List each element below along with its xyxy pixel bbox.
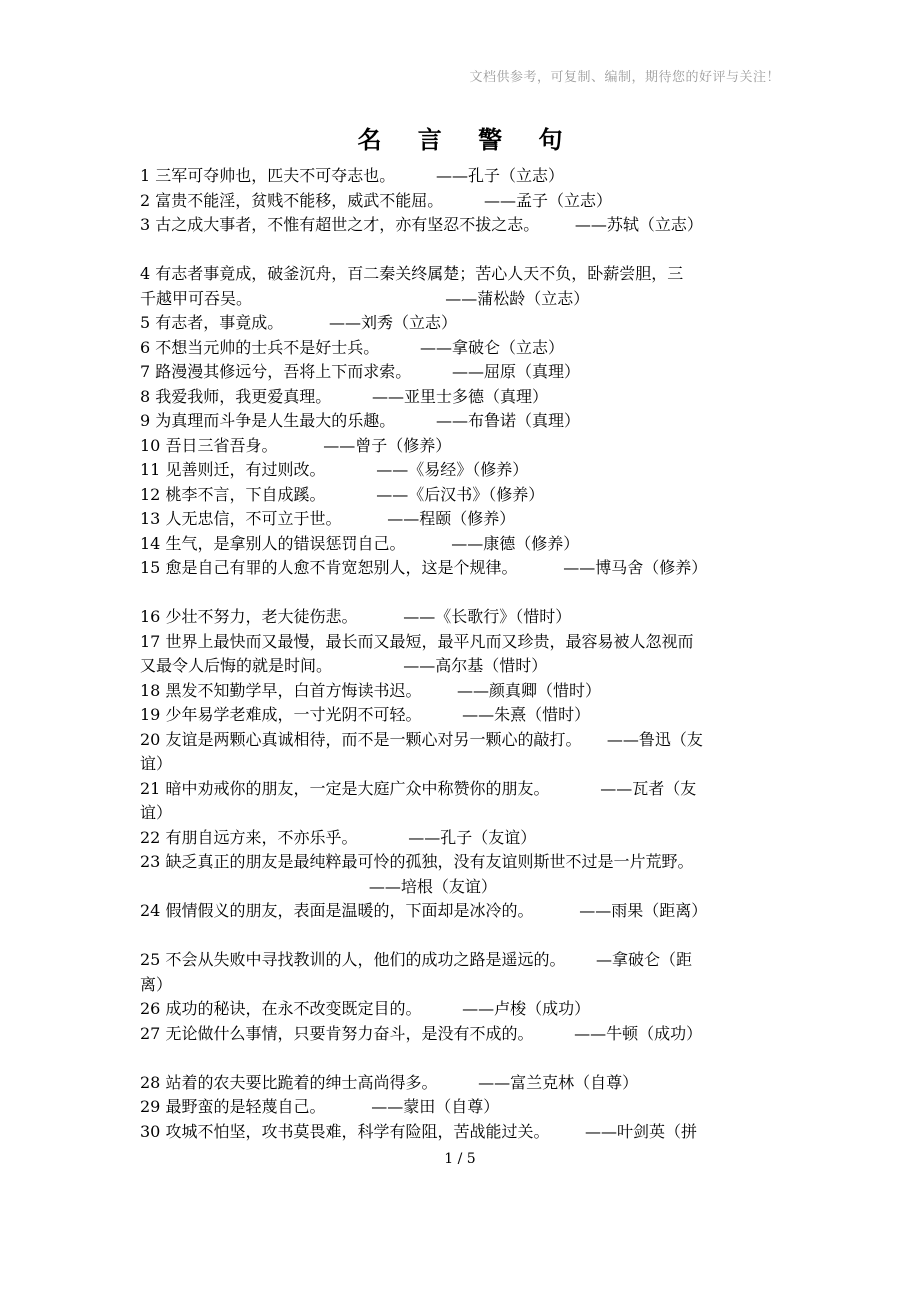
quote-line: 又最令人后悔的就是时间。 ——高尔基（惜时） — [140, 656, 548, 675]
page-number: 1 / 5 — [444, 1151, 476, 1167]
quote-line: 22 有朋自远方来，不亦乐乎。 ——孔子（友谊） — [140, 827, 537, 847]
quote-line: 8 我爱我师，我更爱真理。 ——亚里士多德（真理） — [140, 386, 548, 406]
quote-line: 25 不会从失败中寻找教训的人，他们的成功之路是遥远的。 —拿破仑（距 — [140, 950, 692, 969]
quote-line: 21 暗中劝戒你的朋友，一定是大庭广众中称赞你的朋友。 ——瓦者（友 — [140, 778, 697, 798]
quote-line: 离） — [140, 974, 173, 994]
blank-line — [140, 238, 788, 263]
quote-line: 10 吾日三省吾身。 ——曾子（修养） — [140, 435, 452, 455]
quote-line: 16 少壮不努力，老大徒伤悲。 ——《长歌行》（惜时） — [140, 607, 572, 626]
quote-line: 19 少年易学老难成，一寸光阴不可轻。 ——朱熹（惜时） — [140, 705, 591, 724]
quote-line: 14 生气，是拿别人的错误惩罚自己。 ——康德（修养） — [140, 533, 580, 553]
blank-line — [140, 581, 788, 606]
quote-line: 15 愈是自己有罪的人愈不肯宽恕别人，这是个规律。 ——博马舍（修养） — [140, 558, 708, 577]
quote-line: 13 人无忠信，不可立于世。 ——程颐（修养） — [140, 509, 516, 528]
quote-line: 7 路漫漫其修远兮，吾将上下而求索。 ——屈原（真理） — [140, 362, 580, 381]
header-note: 文档供参考，可复制、编制，期待您的好评与关注！ — [469, 70, 780, 85]
quote-line: 30 攻城不怕坚，攻书莫畏难，科学有险阻，苦战能过关。 ——叶剑英（拼 — [140, 1121, 698, 1141]
quote-line: 17 世界上最快而又最慢，最长而又最短，最平凡而又珍贵，最容易被人忽视而 — [140, 631, 694, 651]
quote-line: 20 友谊是两颗心真诚相待，而不是一颗心对另一颗心的敲打。 ——鲁迅（友 — [140, 729, 703, 749]
quote-line: 6 不想当元帅的士兵不是好士兵。 ——拿破仑（立志） — [140, 337, 564, 357]
quote-line: 2 富贵不能淫，贫贱不能移，威武不能屈。 ——孟子（立志） — [140, 190, 612, 210]
blank-line — [140, 924, 788, 949]
quote-line: 11 见善则迁，有过则改。 ——《易经》（修养） — [140, 460, 529, 479]
quote-line: 23 缺乏真正的朋友是最纯粹最可怜的孤独，没有友谊则斯世不过是一片荒野。 — [140, 852, 694, 871]
quote-line: 28 站着的农夫要比跪着的绅士高尚得多。 ——富兰克林（自尊） — [140, 1072, 639, 1092]
quote-line: 27 无论做什么事情，只要肯努力奋斗，是没有不成的。 ——牛顿（成功） — [140, 1023, 703, 1043]
quote-line: 9 为真理而斗争是人生最大的乐趣。 ——布鲁诺（真理） — [140, 411, 580, 430]
quote-line: 5 有志者，事竟成。 ——刘秀（立志） — [140, 313, 458, 332]
quote-line: 26 成功的秘诀，在永不改变既定目的。 ——卢梭（成功） — [140, 999, 591, 1018]
quote-line: 4 有志者事竟成，破釜沉舟，百二秦关终属楚；苦心人天不负，卧薪尝胆，三 — [140, 264, 684, 283]
quote-line: 3 古之成大事者，不惟有超世之才，亦有坚忍不拔之志。 ——苏轼（立志） — [140, 215, 703, 234]
quote-line: 18 黑发不知勤学早，白首方悔读书迟。 ——颜真卿（惜时） — [140, 680, 602, 700]
quote-line: 1 三军可夺帅也，匹夫不可夺志也。 ——孔子（立志） — [140, 166, 564, 185]
page-title: 名 言 警 句 — [357, 126, 577, 154]
quote-line: 千越甲可吞吴。 ——蒲松龄（立志） — [140, 288, 590, 308]
blank-line — [140, 1046, 788, 1071]
quote-line: ——培根（友谊） — [140, 876, 497, 896]
quote-line: 12 桃李不言，下自成蹊。 ——《后汉书》（修养） — [140, 484, 545, 504]
quote-line: 24 假情假义的朋友，表面是温暖的，下面却是冰冷的。 ——雨果（距离） — [140, 901, 708, 920]
quote-line: 谊） — [140, 803, 173, 822]
quote-line: 谊） — [140, 754, 173, 773]
quote-line: 29 最野蛮的是轻蔑自己。 ——蒙田（自尊） — [140, 1097, 500, 1116]
quote-list — [140, 164, 788, 1144]
